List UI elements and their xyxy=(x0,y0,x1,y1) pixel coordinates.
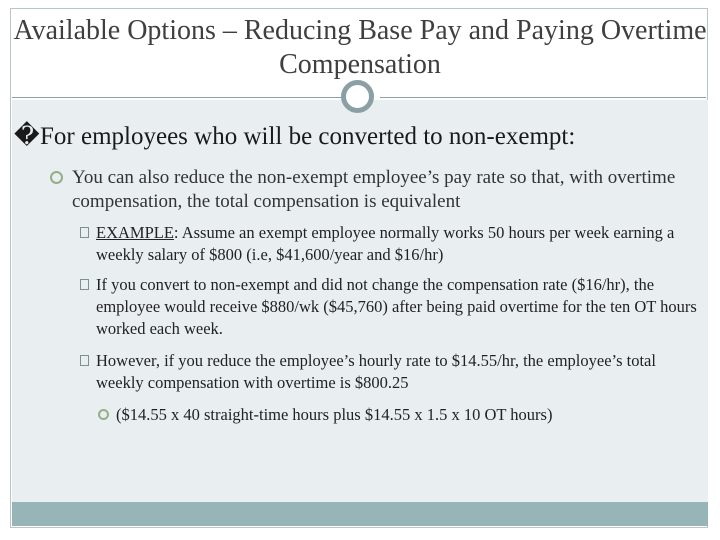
box-bullet-icon xyxy=(80,279,89,290)
slide-title: Available Options – Reducing Base Pay and Paying Overtime Compensation xyxy=(13,15,707,80)
footer-bar xyxy=(12,502,708,526)
bullet-level1-text: For employees who will be converted to non-exempt: xyxy=(40,123,576,150)
bullet-level3-convert xyxy=(80,274,706,340)
ring-bullet-icon xyxy=(98,409,109,420)
bullet-level2-text: You can also reduce the non-exempt employee’s pay rate so that, with overtime compensation, the total compensation is equivalent xyxy=(72,167,676,212)
bullet-level3-text: : Assume an exempt employee normally works 50 hours per week earning a weekly salary of $800 (i.e, $41,600/year and $16/hr) xyxy=(96,223,675,264)
bullet-level3-text: If you convert to non-exempt and did not change the compensation rate ($16/hr), the employee would receive $880/wk ($45,760) after being paid overtime for the ten OT hours worked each week. xyxy=(96,275,697,338)
example-label: EXAMPLE xyxy=(96,223,174,242)
ring-bullet-icon xyxy=(50,171,63,184)
bullet-level3-reduce xyxy=(80,350,706,394)
missing-glyph-bullet-icon: � xyxy=(14,123,40,150)
box-bullet-icon xyxy=(80,355,89,366)
bullet-level3-example xyxy=(80,222,706,266)
bullet-level3-text: However, if you reduce the employee’s hourly rate to $14.55/hr, the employee’s total weekly compensation with overtime is $800.25 xyxy=(96,351,656,392)
box-bullet-icon xyxy=(80,227,89,238)
title-divider-right xyxy=(380,97,706,98)
title-divider-left xyxy=(12,97,342,98)
bullet-level4-text: ($14.55 x 40 straight-time hours plus $14.55 x 1.5 x 10 OT hours) xyxy=(116,405,553,424)
bullet-level2 xyxy=(50,166,692,214)
bullet-level1 xyxy=(14,122,704,152)
bullet-level4 xyxy=(98,404,706,426)
circle-ornament-icon xyxy=(341,80,374,113)
